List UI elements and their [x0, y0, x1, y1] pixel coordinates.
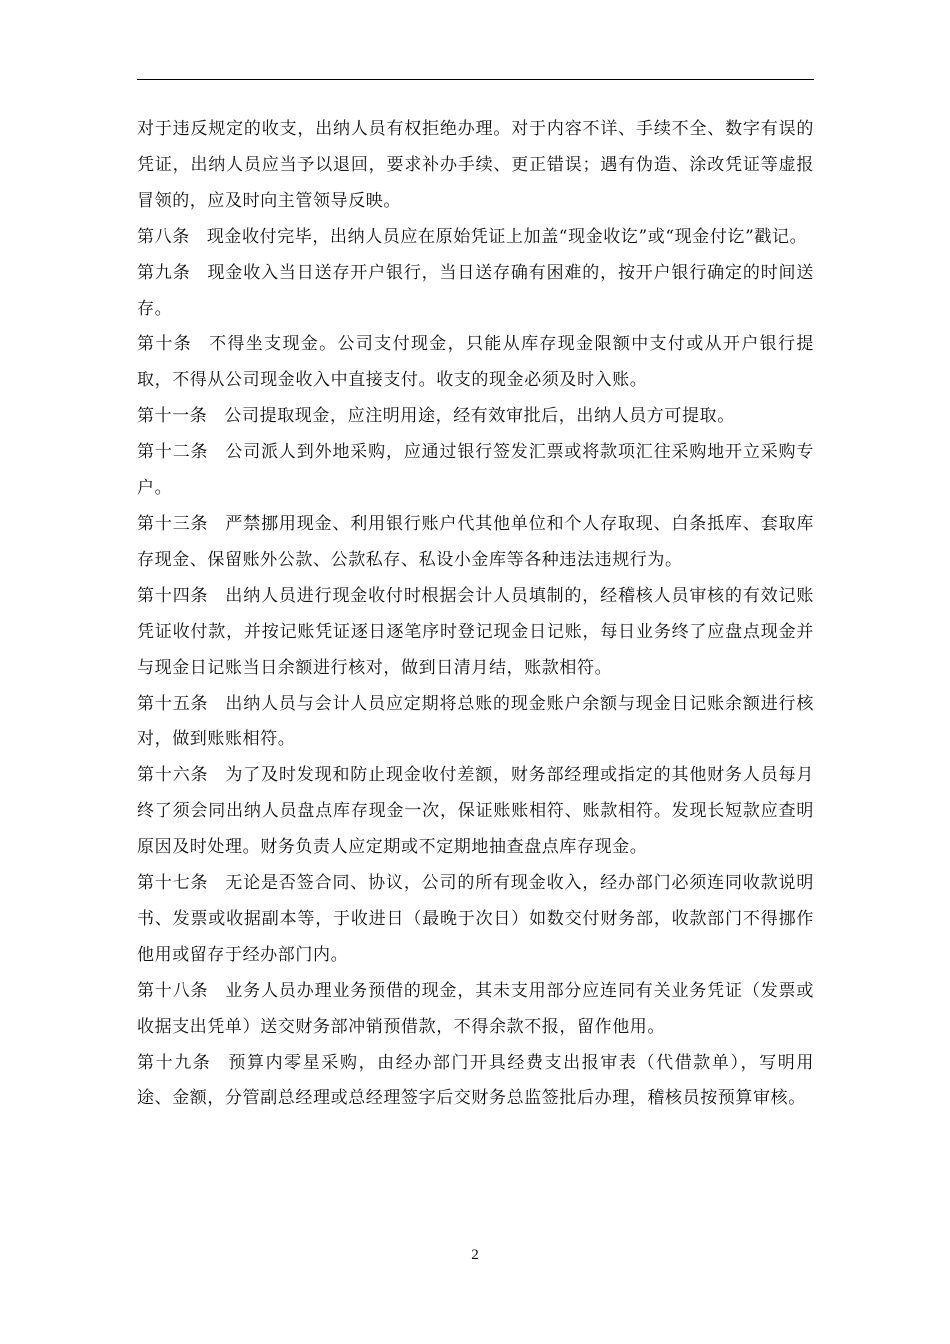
article-number: 第十六条	[137, 765, 209, 786]
article-number: 第十四条	[137, 585, 209, 606]
paragraph-text: 对于违反规定的收支，出纳人员有权拒绝办理。对于内容不详、手续不全、数字有误的凭证，出纳人员应当予以退回，要求补办手续、更正错误；遇有伪造、涂改凭证等虚报冒领的，应及时向主管领导反映。	[137, 119, 814, 211]
article-13	[137, 507, 814, 579]
article-11	[137, 399, 814, 435]
article-14	[137, 579, 814, 687]
article-text: 无论是否签合同、协议，公司的所有现金收入，经办部门必须连同收款说明书、发票或收据副本等，于收进日（最晚于次日）如数交付财务部，收款部门不得挪作他用或留存于经办部门内。	[137, 873, 814, 965]
article-number: 第十八条	[137, 980, 209, 1001]
article-text: 严禁挪用现金、利用银行账户代其他单位和个人存取现、白条抵库、套取库存现金、保留账外公款、公款私存、私设小金库等各种违法违规行为。	[137, 513, 814, 570]
article-16	[137, 758, 814, 866]
article-text: 为了及时发现和防止现金收付差额，财务部经理或指定的其他财务人员每月终了须会同出纳人员盘点库存现金一次，保证账账相符、账款相符。发现长短款应查明原因及时处理。财务负责人应定期或不定期地抽查盘点库存现金。	[137, 765, 814, 858]
article-text: 公司提取现金，应注明用途，经有效审批后，出纳人员方可提取。	[224, 406, 735, 427]
article-17	[137, 866, 814, 974]
article-number: 第十三条	[137, 513, 209, 534]
article-text: 业务人员办理业务预借的现金，其未支用部分应连同有关业务凭证（发票或收据支出凭单）送交财务部冲销预借款，不得余款不报，留作他用。	[137, 980, 814, 1037]
article-number: 第十九条	[137, 1052, 212, 1073]
article-19	[137, 1046, 814, 1118]
article-text: 现金收入当日送存开户银行，当日送存确有困难的，按开户银行确定的时间送存。	[137, 262, 814, 319]
article-text: 公司派人到外地采购，应通过银行签发汇票或将款项汇往采购地开立采购专户。	[137, 442, 814, 499]
article-text: 现金收付完毕，出纳人员应在原始凭证上加盖“现金收讫”或“现金付讫”戳记。	[206, 226, 808, 247]
article-12	[137, 435, 814, 507]
article-10	[137, 327, 814, 399]
header-rule	[137, 79, 814, 80]
article-number: 第十五条	[137, 693, 209, 714]
article-number: 第十七条	[137, 873, 209, 894]
article-15	[137, 687, 814, 759]
document-body	[137, 112, 814, 1117]
page-number: 2	[471, 1247, 479, 1263]
article-text: 出纳人员与会计人员应定期将总账的现金账户余额与现金日记账余额进行核对，做到账账相符。	[137, 693, 814, 750]
article-8	[137, 220, 814, 256]
article-number: 第十条	[137, 334, 193, 355]
article-number: 第十二条	[137, 442, 209, 463]
article-number: 第十一条	[137, 406, 208, 427]
paragraph-continuation	[137, 112, 814, 220]
article-9	[137, 256, 814, 328]
article-text: 出纳人员进行现金收付时根据会计人员填制的，经稽核人员审核的有效记账凭证收付款，并按记账凭证逐日逐笔序时登记现金日记账，每日业务终了应盘点现金并与现金日记账当日余额进行核对，做到日清月结，账款相符。	[137, 585, 814, 678]
article-18	[137, 974, 814, 1046]
article-number: 第九条	[137, 262, 191, 283]
article-text: 预算内零星采购，由经办部门开具经费支出报审表（代借款单），写明用途、金额，分管副总经理或总经理签字后交财务总监签批后办理，稽核员按预算审核。	[137, 1052, 814, 1109]
article-number: 第八条	[137, 226, 190, 247]
article-text: 不得坐支现金。公司支付现金，只能从库存现金限额中支付或从开户银行提取，不得从公司现金收入中直接支付。收支的现金必须及时入账。	[137, 334, 814, 391]
